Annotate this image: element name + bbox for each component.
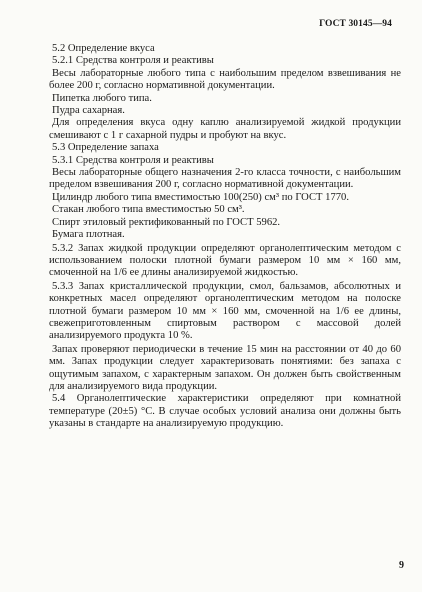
paragraph-sugar: Пудра сахарная. bbox=[52, 105, 125, 117]
paragraph-scales: Весы лабораторные любого типа с наибольшим пределом взвешивания не более 200 г, согласно нормативной документации. bbox=[49, 67, 401, 92]
paragraph-ethanol: Спирт этиловый ректификованный по ГОСТ 5962. bbox=[52, 216, 281, 228]
paragraph-5-3-2: 5.3.2 Запах жидкой продукции определяют органолептическим методом с использованием полоски плотной бумаги размером 10 мм × 160 мм, смоченной на 1/6 ее длины анализируемой жидкостью. bbox=[49, 242, 401, 279]
page-number: 9 bbox=[399, 560, 404, 571]
paragraph-lab-scales: Весы лабораторные общего назначения 2-го класса точности, с наибольшим пределом взвешивания 200 г, согласно нормативной документации. bbox=[49, 167, 401, 191]
subsection-heading-5-2-1: 5.2.1 Средства контроля и реактивы bbox=[52, 55, 214, 67]
paragraph-pipette: Пипетка любого типа. bbox=[52, 92, 152, 104]
subsection-heading-5-3-1: 5.3.1 Средства контроля и реактивы bbox=[52, 154, 214, 166]
section-heading-5-2: 5.2 Определение вкуса bbox=[52, 43, 155, 54]
paragraph-smell-check: Запах проверяют периодически в течение 15 мин на расстоянии от 40 до 60 мм. Запах продукции следует характеризовать понятиями: без запаха с ощутимым запахом, с характерным запахом. Он должен быть свойственным для анализируемого вида продукции. bbox=[49, 343, 401, 392]
paragraph-5-3-3: 5.3.3 Запах кристаллической продукции, смол, бальзамов, абсолютных и конкретных масел определяют органолептическим методом на полоске плотной бумаги размером 10 мм × 160 мм, смоченной на 1/6 ее длины, свежеприготовленным спиртовым раствором с массовой долей анализируемого продукта 10 %. bbox=[49, 280, 401, 342]
paragraph-cylinder: Цилиндр любого типа вместимостью 100(250) см³ по ГОСТ 1770. bbox=[52, 191, 349, 203]
paragraph-beaker: Стакан любого типа вместимостью 50 см³. bbox=[52, 204, 245, 216]
page-header: ГОСТ 30145—94 bbox=[319, 19, 392, 29]
paragraph-paper: Бумага плотная. bbox=[52, 229, 125, 241]
section-heading-5-3: 5.3 Определение запаха bbox=[52, 142, 159, 154]
document-body bbox=[49, 43, 401, 431]
paragraph-5-4: 5.4 Органолептические характеристики определяют при комнатной температуре (20±5) °С. В случае особых условий анализа они должны быть указаны в стандарте на анализируемую продукцию. bbox=[49, 393, 401, 430]
paragraph-taste-method: Для определения вкуса одну каплю анализируемой жидкой продукции смешивают с 1 г сахарной пудры и пробуют на вкус. bbox=[49, 117, 401, 141]
